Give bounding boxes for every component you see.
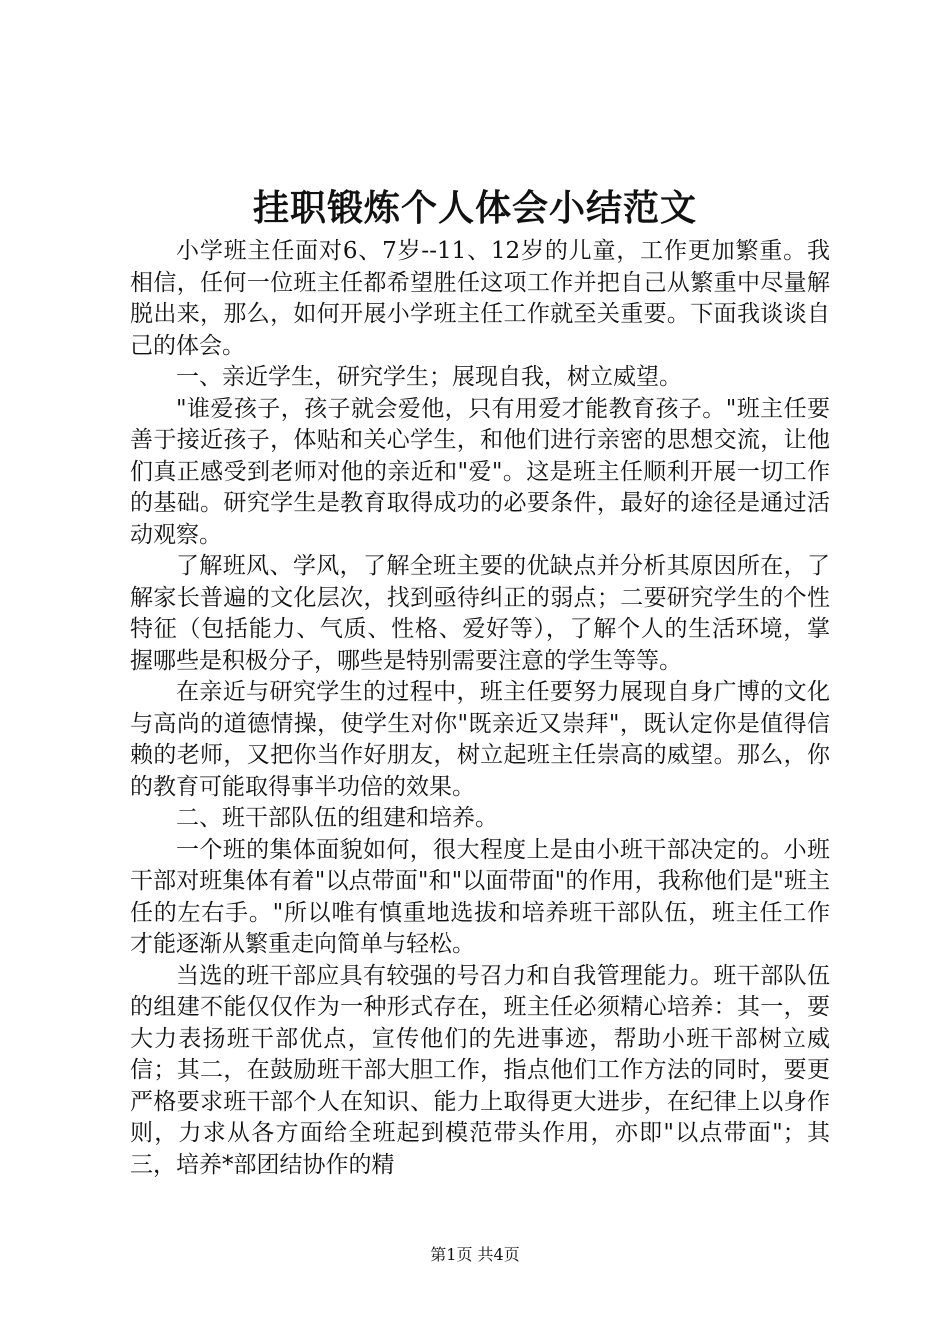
paragraph-cadre-training: 当选的班干部应具有较强的号召力和自我管理能力。班干部队伍的组建不能仅仅作为一种形式存在，班主任必须精心培养：其一，要大力表扬班干部优点，宣传他们的先进事迹，帮助小班干部树立威信；其二，在鼓励班干部大胆工作，指点他们工作方法的同时，要更严格要求班干部个人在知识、能力上取得更大进步，在纪律上以身作则，力求从各方面给全班起到模范带头作用，亦即"以点带面"；其三，培养*部团结协作的精 bbox=[130, 962, 830, 1178]
document-body bbox=[130, 236, 830, 1181]
section-heading-2: 二、班干部队伍的组建和培养。 bbox=[176, 805, 498, 831]
page-number-footer: 第1页 共4页 bbox=[430, 1245, 520, 1264]
paragraph-build-prestige: 在亲近与研究学生的过程中，班主任要努力展现自身广博的文化与高尚的道德情操，使学生对你"既亲近又崇拜"，既认定你是值得信赖的老师，又把你当作好朋友，树立起班主任崇高的威望。那么，你的教育可能取得事半功倍的效果。 bbox=[130, 679, 830, 800]
paragraph-understand-class: 了解班风、学风，了解全班主要的优缺点并分析其原因所在，了解家长普遍的文化层次，找到亟待纠正的弱点；二要研究学生的个性特征（包括能力、气质、性格、爱好等），了解个人的生活环境，掌握哪些是积极分子，哪些是特别需要注意的学生等等。 bbox=[130, 553, 830, 674]
paragraph-class-cadres: 一个班的集体面貌如何，很大程度上是由小班干部决定的。小班干部对班集体有着"以点带面"和"以面带面"的作用，我称他们是"班主任的左右手。"所以唯有慎重地选拔和培养班干部队伍，班主任工作才能逐渐从繁重走向简单与轻松。 bbox=[130, 836, 830, 957]
paragraph-intro: 小学班主任面对6、7岁--11、12岁的儿童，工作更加繁重。我相信，任何一位班主任都希望胜任这项工作并把自己从繁重中尽量解脱出来，那么，如何开展小学班主任工作就至关重要。下面我谈谈自己的体会。 bbox=[130, 238, 830, 359]
paragraph-love-children: "谁爱孩子，孩子就会爱他，只有用爱才能教育孩子。"班主任要善于接近孩子，体贴和关心学生，和他们进行亲密的思想交流，让他们真正感受到老师对他的亲近和"爱"。这是班主任顺利开展一切工作的基础。研究学生是教育取得成功的必要条件，最好的途径是通过活动观察。 bbox=[130, 395, 830, 548]
section-heading-1: 一、亲近学生，研究学生；展现自我，树立威望。 bbox=[176, 364, 682, 390]
document-title: 挂职锻炼个人体会小结范文 bbox=[252, 187, 697, 229]
